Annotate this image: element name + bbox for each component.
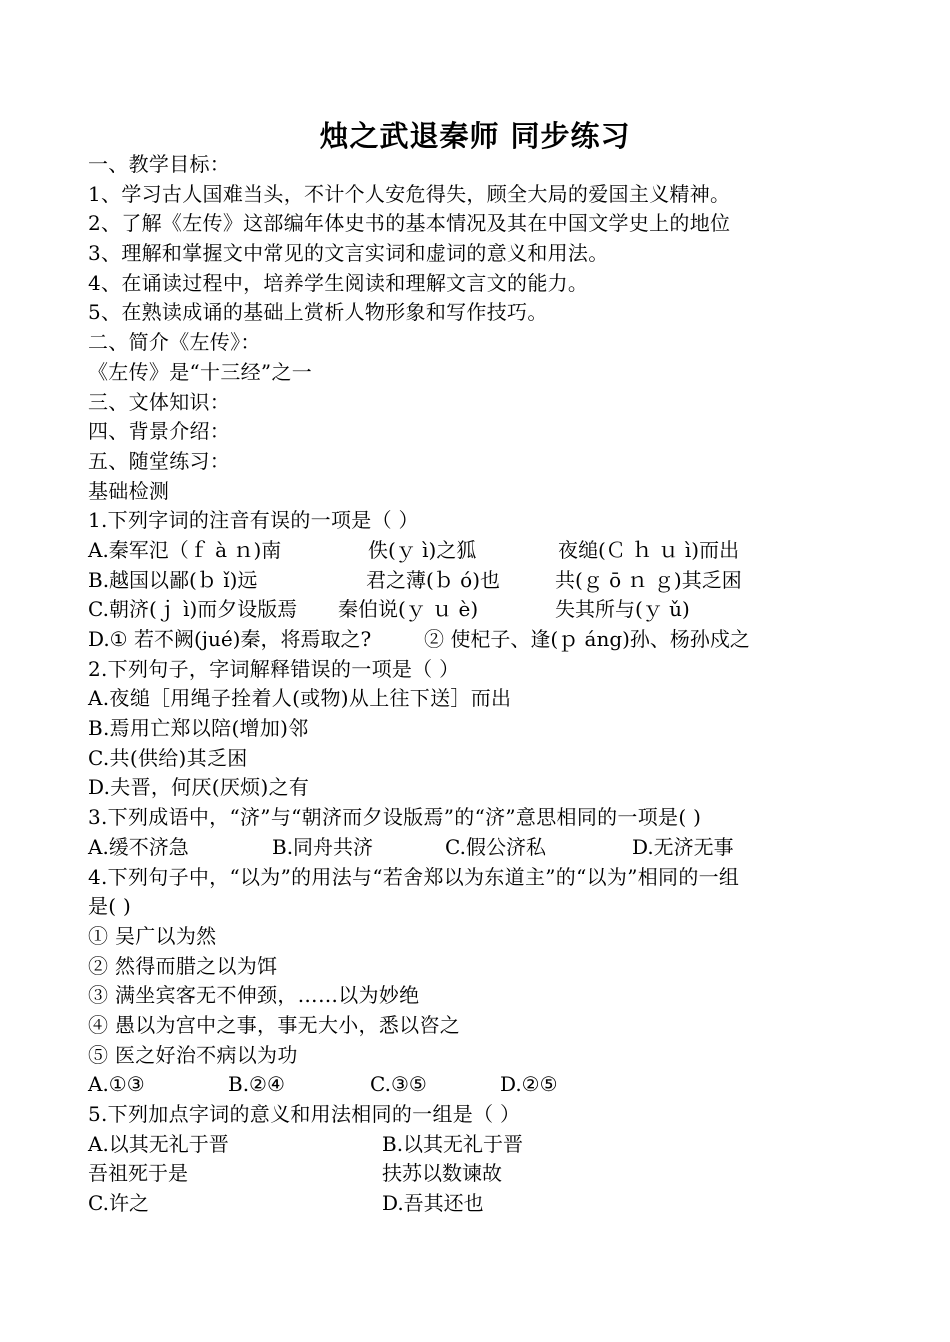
goal-item: 2、了解《左传》这部编年体史书的基本情况及其在中国文学史上的地位 xyxy=(88,211,731,236)
document-body xyxy=(88,150,868,1219)
question-4-item: ④ 愚以为宫中之事，事无大小，悉以咨之 xyxy=(88,1012,461,1037)
goal-item: 4、在诵读过程中，培养学生阅读和理解文言文的能力。 xyxy=(88,270,589,295)
option-text: D.②⑤ xyxy=(500,1072,558,1097)
option-text: B.②④ xyxy=(228,1072,285,1097)
option-text: ② 使杞子、逢(ｐ áng)孙、杨孙戍之 xyxy=(424,627,750,651)
option-text: 佚(ｙ ì)之狐 xyxy=(368,537,477,562)
option-text: A.缓不济急 xyxy=(88,834,189,859)
option-text: B.以其无礼于晋 xyxy=(382,1131,524,1156)
goal-item: 5、在熟读成诵的基础上赏析人物形象和写作技巧。 xyxy=(88,300,548,325)
question-4-item: ② 然得而腊之以为饵 xyxy=(88,953,278,978)
question-5-row xyxy=(88,1130,868,1160)
option-text: 秦伯说(ｙ ｕ è) xyxy=(338,597,479,622)
option-text: 君之薄(ｂ ó)也 xyxy=(366,567,501,592)
question-2-option: C.共(供给)其乏困 xyxy=(88,745,248,770)
question-4-item: ③ 满坐宾客无不伸颈，……以为妙绝 xyxy=(88,983,420,1008)
intro-text: 《左传》是“十三经”之一 xyxy=(88,359,313,384)
option-text: 夜缒(Ｃ ｈ ｕ ì)而出 xyxy=(558,537,740,562)
question-4-item: ⑤ 医之好治不病以为功 xyxy=(88,1042,298,1067)
question-4-stem: 4.下列句子中，“以为”的用法与“若舍郑以为东道主”的“以为”相同的一组 xyxy=(88,864,740,889)
basic-heading: 基础检测 xyxy=(88,478,170,503)
option-text: D.① 若不阙(jué)秦，将焉取之? xyxy=(88,627,372,651)
option-text: C.朝济(ｊ ì)而夕设版焉 xyxy=(88,597,298,622)
background-heading: 四、背景介绍： xyxy=(88,419,231,444)
question-5-row xyxy=(88,1159,868,1189)
style-heading: 三、文体知识： xyxy=(88,389,231,414)
option-text: B.同舟共济 xyxy=(272,834,374,859)
question-1-option-a xyxy=(88,536,868,566)
option-text: C.许之 xyxy=(88,1191,149,1216)
question-3-stem: 3.下列成语中，“济”与“朝济而夕设版焉”的“济”意思相同的一项是( ) xyxy=(88,805,702,830)
option-text: C.假公济私 xyxy=(445,834,546,859)
option-text: B.越国以鄙(ｂ ǐ)远 xyxy=(88,567,258,592)
option-text: 失其所与(ｙ ǔ) xyxy=(555,597,690,622)
option-text: A.秦军氾（ｆ à ｎ)南 xyxy=(88,537,282,562)
option-text: 扶苏以数谏故 xyxy=(382,1161,502,1186)
option-text: 吾祖死于是 xyxy=(88,1161,188,1186)
goals-heading: 一、教学目标： xyxy=(88,152,231,176)
option-text: D.吾其还也 xyxy=(382,1191,484,1216)
option-text: C.③⑤ xyxy=(370,1072,427,1097)
goal-item: 1、学习古人国难当头，不计个人安危得失，顾全大局的爱国主义精神。 xyxy=(88,181,731,206)
question-2-option: B.焉用亡郑以陪(增加)邻 xyxy=(88,716,309,741)
question-4-stem-continued: 是( ) xyxy=(88,894,132,919)
practice-heading: 五、随堂练习： xyxy=(88,448,231,473)
question-1-option-b xyxy=(88,566,868,596)
question-5-row xyxy=(88,1189,868,1219)
page-title: 烛之武退秦师 同步练习 xyxy=(319,119,631,153)
question-4-item: ① 吴广以为然 xyxy=(88,923,217,948)
question-1-stem: 1.下列字词的注音有误的一项是（ ） xyxy=(88,508,419,533)
question-5-stem: 5.下列加点字词的意义和用法相同的一组是（ ） xyxy=(88,1102,521,1126)
option-text: A.①③ xyxy=(88,1072,145,1097)
question-1-option-c xyxy=(88,595,868,625)
option-text: A.以其无礼于晋 xyxy=(88,1131,229,1156)
question-2-stem: 2.下列句子，字词解释错误的一项是（ ） xyxy=(88,656,460,681)
question-1-option-d xyxy=(88,625,868,655)
question-3-options xyxy=(88,833,868,863)
goal-item: 3、理解和掌握文中常见的文言实词和虚词的意义和用法。 xyxy=(88,241,609,266)
intro-heading: 二、简介《左传》： xyxy=(88,330,261,355)
question-4-options xyxy=(88,1070,868,1100)
option-text: D.无济无事 xyxy=(632,834,734,859)
question-2-option: A.夜缒［用绳子拴着人(或物)从上往下送］而出 xyxy=(88,686,512,711)
option-text: 共(ｇ ō ｎ ｇ)其乏困 xyxy=(555,567,742,592)
question-2-option: D.夫晋，何厌(厌烦)之有 xyxy=(88,775,310,800)
